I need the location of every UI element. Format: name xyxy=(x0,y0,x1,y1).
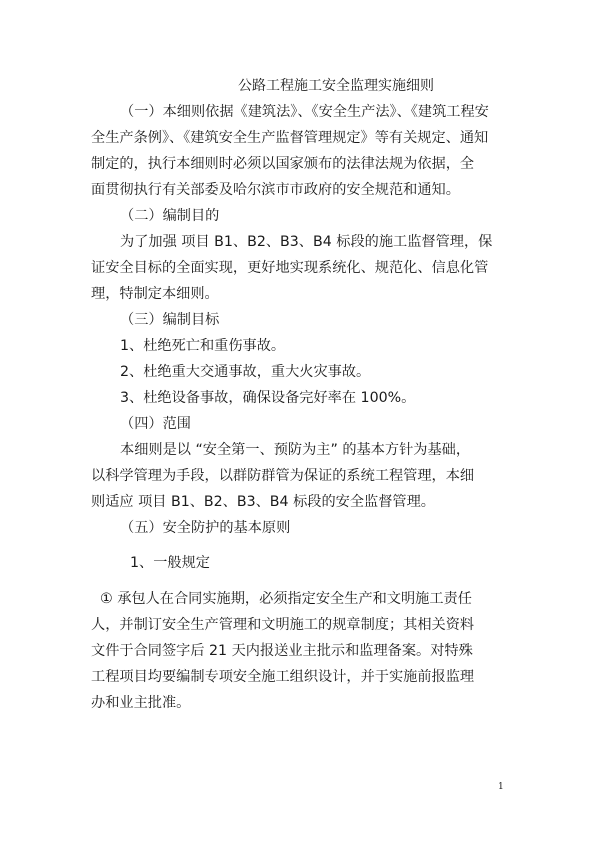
goal-item-1: 1、杜绝死亡和重伤事故。 xyxy=(120,338,286,354)
purpose-line-1: 为了加强 项目 B1、B2、B3、B4 标段的施工监督管理，保 xyxy=(120,234,493,250)
document-title: 公路工程施工安全监理实施细则 xyxy=(238,78,434,94)
rule-1-line-2: 人，并制订安全生产管理和文明施工的规章制度；其相关资料 xyxy=(91,617,475,633)
purpose-line-3: 理，特制定本细则。 xyxy=(91,286,219,302)
clause-1-line-2: 全生产条例》、《建筑安全生产监督管理规定》等有关规定、通知 xyxy=(91,130,489,146)
section-heading-goals: （三）编制目标 xyxy=(120,312,220,328)
section-heading-purpose: （二）编制目的 xyxy=(120,208,220,224)
rule-1-line-4: 工程项目均要编制专项安全施工组织设计，并于实施前报监理 xyxy=(91,669,475,685)
goal-item-3: 3、杜绝设备事故，确保设备完好率在 100%。 xyxy=(120,390,416,406)
rule-1-line-3: 文件于合同签字后 21 天内报送业主批示和监理备案。对特殊 xyxy=(91,643,473,659)
page-number: 1 xyxy=(498,782,504,792)
rule-1-line-1: ① 承包人在合同实施期，必须指定安全生产和文明施工责任 xyxy=(100,591,472,607)
clause-1-line-3: 制定的，执行本细则时必须以国家颁布的法律法规为依据，全 xyxy=(91,156,475,172)
section-heading-principles: （五）安全防护的基本原则 xyxy=(120,520,291,536)
clause-1-line-4: 面贯彻执行有关部委及哈尔滨市市政府的安全规范和通知。 xyxy=(91,182,460,198)
purpose-line-2: 证安全目标的全面实现，更好地实现系统化、规范化、信息化管 xyxy=(91,260,489,276)
scope-line-3: 则适应 项目 B1、B2、B3、B4 标段的安全监督管理。 xyxy=(91,494,435,510)
section-heading-scope: （四）范围 xyxy=(120,416,191,432)
subsection-heading-general-rules: 1、一般规定 xyxy=(130,555,210,571)
rule-1-line-5: 办和业主批准。 xyxy=(91,695,191,711)
goal-item-2: 2、杜绝重大交通事故，重大火灾事故。 xyxy=(120,364,371,380)
scope-line-1: 本细则是以 “安全第一、预防为主” 的基本方针为基础， xyxy=(120,442,471,458)
scope-line-2: 以科学管理为手段，以群防群管为保证的系统工程管理，本细 xyxy=(91,468,475,484)
clause-1-line-1: （一）本细则依据《建筑法》、《安全生产法》、《建筑工程安 xyxy=(120,104,489,120)
